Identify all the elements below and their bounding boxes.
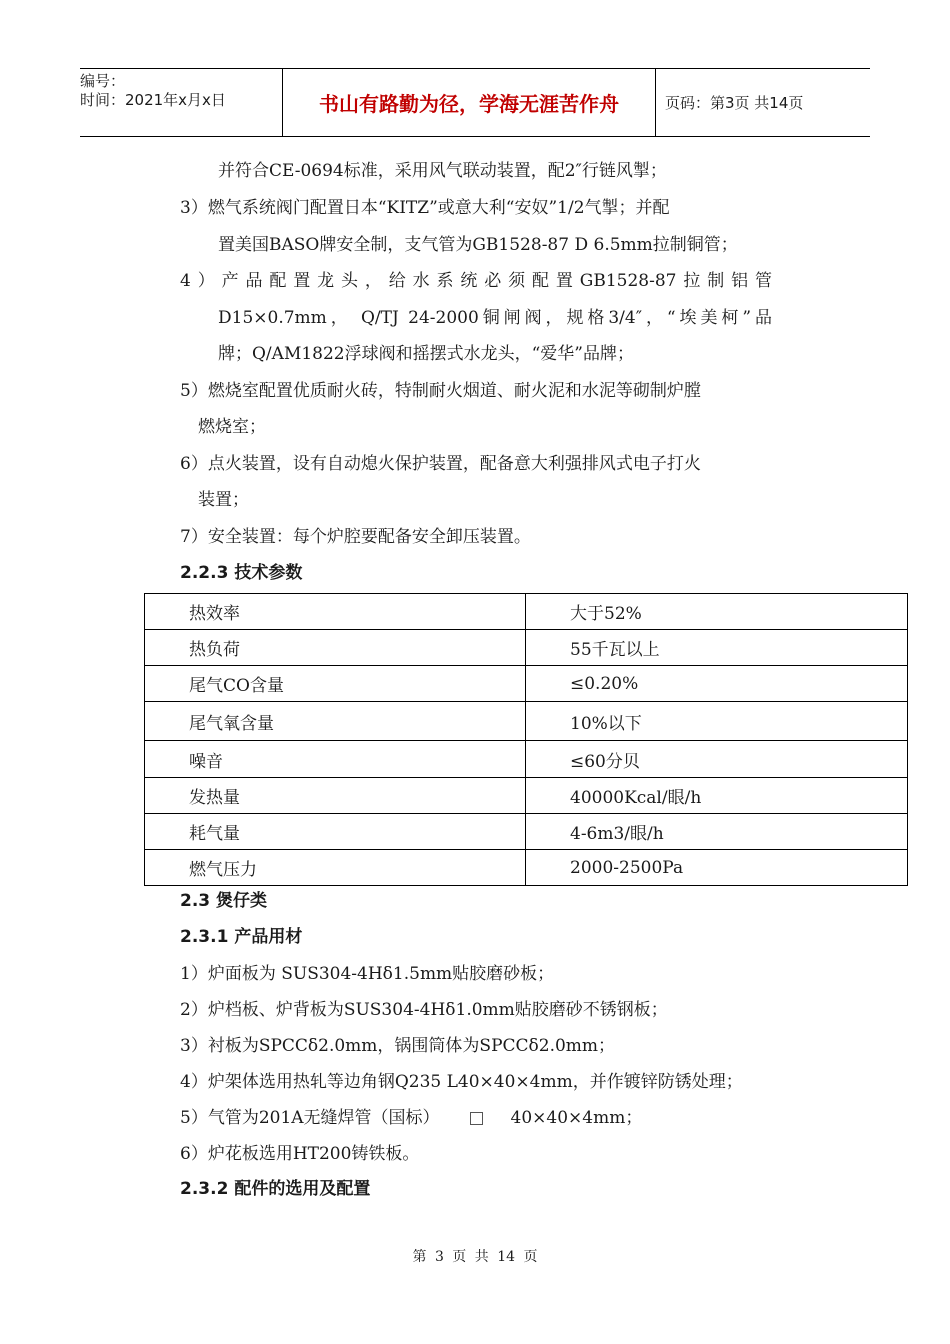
param-name: 噪音	[145, 741, 526, 778]
material-line: 4）炉架体选用热轧等边角钢Q235 L40×40×4mm，并作镀锌防锈处理；	[180, 1072, 743, 1092]
tech-params-table	[144, 593, 908, 886]
doc-date-label: 时间：2021年x月x日	[80, 91, 226, 109]
section-heading-2-2-3: 2.2.3 技术参数	[180, 563, 303, 583]
body-line: 5）燃烧室配置优质耐火砖，特制耐火烟道、耐火泥和水泥等砌制炉膛	[180, 381, 701, 401]
param-name: 热效率	[145, 594, 526, 630]
param-value: 大于52%	[526, 594, 908, 630]
table-row	[145, 702, 908, 741]
doc-number-label: 编号：	[80, 72, 126, 90]
material-line	[180, 1107, 642, 1129]
body-line: 3）燃气系统阀门配置日本“KITZ”或意大利“安奴”1/2气掣；并配	[180, 198, 670, 218]
param-value: 4-6m3/眼/h	[526, 814, 908, 850]
param-value: 2000-2500Pa	[526, 850, 908, 886]
table-row	[145, 778, 908, 814]
table-row	[145, 814, 908, 850]
param-name: 热负荷	[145, 630, 526, 666]
header-motto: 书山有路勤为径，学海无涯苦作舟	[282, 68, 656, 136]
param-value: 10%以下	[526, 702, 908, 741]
material-line: 1）炉面板为 SUS304-4Hδ1.5mm贴胶磨砂板；	[180, 964, 555, 984]
header-bottom-rule	[80, 136, 870, 137]
param-value: ≤60分贝	[526, 741, 908, 778]
table-row	[145, 850, 908, 886]
body-line: 牌；Q/AM1822浮球阀和摇摆式水龙头，“爱华”品牌；	[218, 344, 634, 364]
body-line: 7）安全装置：每个炉腔要配备安全卸压装置。	[180, 527, 531, 547]
body-line: 6）点火装置，设有自动熄火保护装置，配备意大利强排风式电子打火	[180, 454, 701, 474]
page-footer: 第 3 页 共 14 页	[412, 1249, 538, 1265]
material-line: 6）炉花板选用HT200铸铁板。	[180, 1144, 420, 1164]
table-row	[145, 594, 908, 630]
table-row	[145, 630, 908, 666]
body-line: 置美国BASO牌安全制，支气管为GB1528-87 D 6.5mm拉制铜管；	[218, 235, 738, 255]
material-line: 3）衬板为SPCCδ2.0mm，锅围筒体为SPCCδ2.0mm；	[180, 1036, 616, 1056]
material-text: 40×40×4mm；	[510, 1108, 643, 1128]
param-name: 发热量	[145, 778, 526, 814]
material-text: 5）气管为201A无缝焊管（国标）	[180, 1108, 440, 1128]
param-value: 40000Kcal/眼/h	[526, 778, 908, 814]
param-name: 尾气CO含量	[145, 666, 526, 702]
param-name: 燃气压力	[145, 850, 526, 886]
header-page-label: 页码：第3页 共14页	[665, 93, 804, 112]
section-heading-2-3-1: 2.3.1 产品用材	[180, 927, 303, 947]
section-heading-2-3: 2.3 煲仔类	[180, 891, 268, 911]
header-meta	[80, 68, 281, 136]
material-line: 2）炉档板、炉背板为SUS304-4Hδ1.0mm贴胶磨砂不锈钢板；	[180, 1000, 668, 1020]
table-row	[145, 666, 908, 702]
body-line: 装置；	[198, 490, 249, 510]
param-value: ≤0.20%	[526, 666, 908, 702]
body-line: 4）产品配置龙头，给水系统必须配置GB1528-87拉制铝管	[180, 271, 772, 291]
body-line: 燃烧室；	[198, 417, 266, 437]
body-line: 并符合CE-0694标准，采用风气联动装置，配2″行链风掣；	[218, 161, 667, 181]
param-name: 尾气氧含量	[145, 702, 526, 741]
param-value: 55千瓦以上	[526, 630, 908, 666]
section-heading-2-3-2: 2.3.2 配件的选用及配置	[180, 1179, 371, 1199]
body-line: D15×0.7mm， Q/TJ 24-2000铜闸阀，规格3/4″，“埃美柯”品	[218, 308, 772, 328]
square-symbol-icon	[470, 1112, 483, 1125]
param-name: 耗气量	[145, 814, 526, 850]
table-row	[145, 741, 908, 778]
